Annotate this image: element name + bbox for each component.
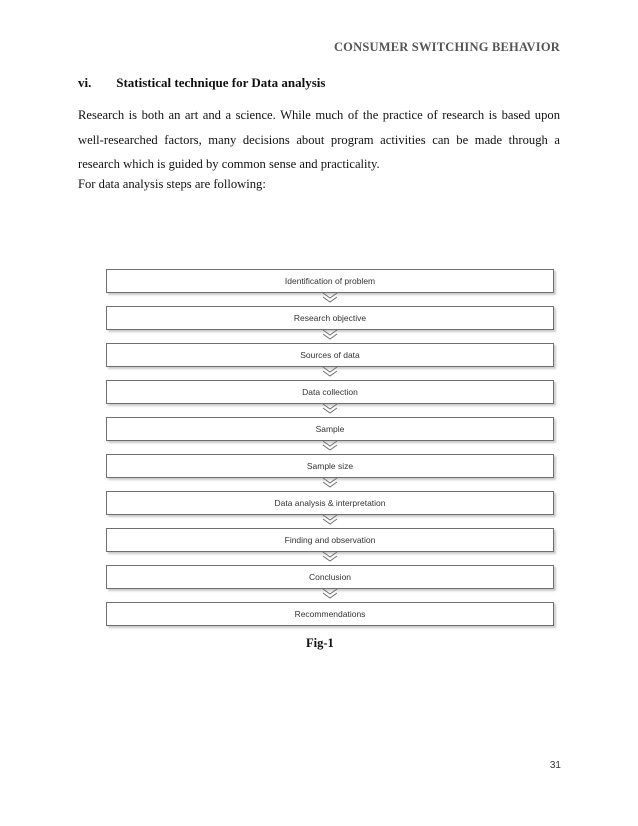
flow-step — [106, 269, 554, 293]
chevron-down-icon — [321, 365, 339, 379]
flow-step-label: Data collection — [302, 387, 358, 397]
flow-step-label: Recommendations — [294, 609, 366, 619]
flow-step — [106, 528, 554, 552]
flow-step — [106, 380, 554, 404]
flow-step — [106, 454, 554, 478]
chevron-down-icon — [321, 402, 339, 416]
chevron-down-icon — [321, 291, 339, 305]
chevron-down-icon — [321, 476, 339, 490]
section-title: Statistical technique for Data analysis — [116, 75, 326, 90]
flow-step — [106, 417, 554, 441]
flow-step-label: Sources of data — [300, 350, 360, 360]
chevron-down-icon — [321, 439, 339, 453]
flow-step-label: Finding and observation — [284, 535, 376, 545]
running-header: CONSUMER SWITCHING BEHAVIOR — [333, 40, 560, 54]
chevron-down-icon — [321, 513, 339, 527]
intro-line: For data analysis steps are following: — [78, 177, 266, 191]
page-number: 31 — [549, 760, 561, 771]
flow-step-label: Conclusion — [308, 572, 352, 582]
flow-step — [106, 491, 554, 515]
section-heading — [78, 75, 325, 91]
flow-step-label: Sample — [315, 424, 345, 434]
flow-step — [106, 565, 554, 589]
body-paragraph: Research is both an art and a science. While much of the practice of research is based upon well-researched factors, many decisions about program activities can be made through a research which is guided by common sense and practicality. — [78, 108, 560, 171]
flow-step — [106, 306, 554, 330]
chevron-down-icon — [321, 550, 339, 564]
flow-step-label: Sample size — [306, 461, 354, 471]
flowchart — [106, 269, 556, 625]
flow-step-label: Data analysis & interpretation — [274, 498, 386, 508]
flow-step-label: Research objective — [293, 313, 367, 323]
flow-step-label: Identification of problem — [284, 276, 376, 286]
chevron-down-icon — [321, 328, 339, 342]
flow-step — [106, 343, 554, 367]
chevron-down-icon — [321, 587, 339, 601]
section-number: vi. — [78, 75, 92, 90]
flow-step — [106, 602, 554, 626]
figure-caption: Fig-1 — [306, 636, 334, 650]
